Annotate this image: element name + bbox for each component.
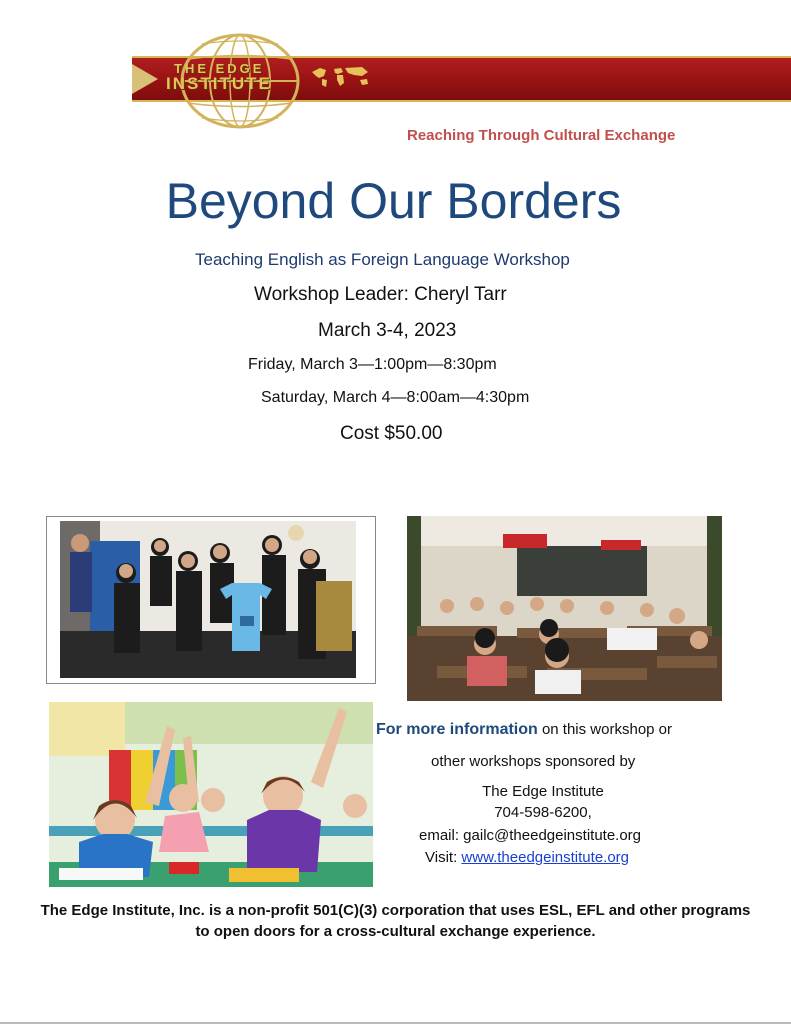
info-sponsors-line: other workshops sponsored by <box>431 753 636 770</box>
logo-wordmark <box>166 62 272 92</box>
visit-label: Visit: <box>425 849 462 866</box>
website-link[interactable]: www.theedgeinstitute.org <box>461 849 630 866</box>
logo-line-2: INSTITUTE <box>166 74 272 93</box>
tagline: Reaching Through Cultural Exchange <box>407 127 676 144</box>
workshop-dates: March 3-4, 2023 <box>318 320 457 341</box>
footer-statement: The Edge Institute, Inc. is a non-profit 501(C)(3) corporation that uses ESL, EFL and other programs to open doors for a cross-cultural exchange experience. <box>40 902 751 940</box>
page-title-text: Beyond Our Borders <box>165 173 622 229</box>
page-title <box>0 172 791 230</box>
workshop-cost: Cost $50.00 <box>340 423 443 444</box>
info-lead-rest: on this workshop or <box>537 721 673 738</box>
group-photo <box>60 521 356 678</box>
friday-schedule: Friday, March 3—1:00pm—8:30pm <box>248 356 497 373</box>
info-lead-bold: For more information <box>376 721 538 738</box>
phone-number: 704-598-6200, <box>494 804 592 821</box>
saturday-schedule: Saturday, March 4—8:00am—4:30pm <box>261 389 530 406</box>
classroom-photo <box>407 516 722 701</box>
workshop-leader: Workshop Leader: Cheryl Tarr <box>254 284 507 305</box>
workshop-subtitle: Teaching English as Foreign Language Workshop <box>195 250 570 269</box>
banner-arrow-icon <box>132 64 158 94</box>
info-lead <box>376 721 672 739</box>
world-map-icon <box>310 64 372 90</box>
email-address: email: gailc@theedgeinstitute.org <box>419 827 642 844</box>
website-line <box>425 849 629 866</box>
logo-line-1: THE EDGE <box>174 61 265 76</box>
org-name: The Edge Institute <box>482 783 604 800</box>
